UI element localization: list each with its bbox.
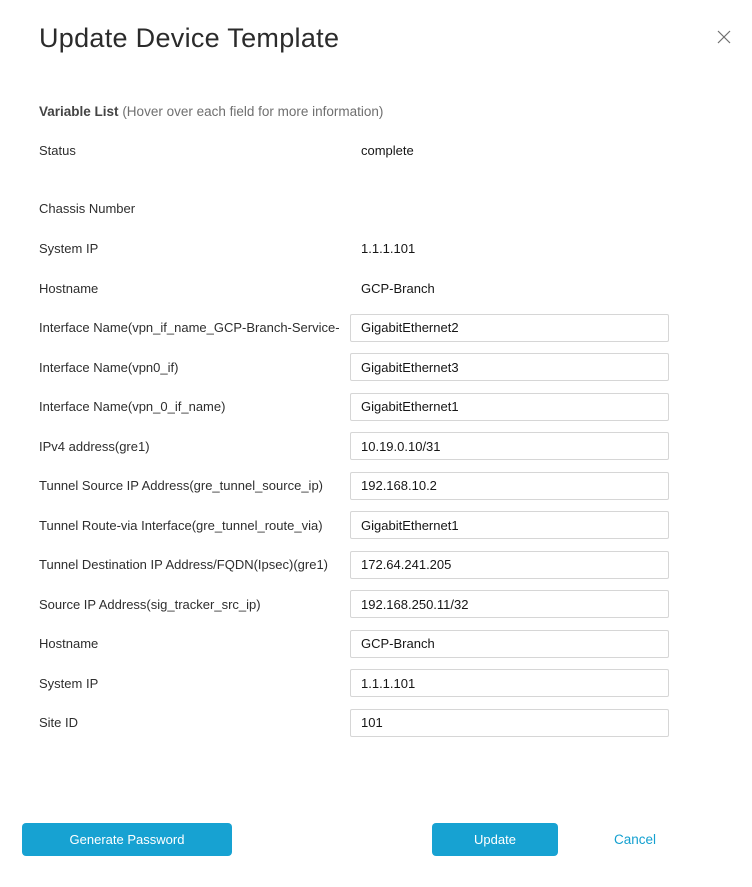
row-value-input[interactable] bbox=[350, 432, 669, 460]
variable-row bbox=[39, 348, 669, 388]
row-label: Source IP Address(sig_tracker_src_ip) bbox=[39, 596, 261, 612]
variable-row bbox=[39, 268, 669, 308]
cancel-button[interactable]: Cancel bbox=[614, 831, 657, 847]
row-label: Status bbox=[39, 142, 76, 158]
close-icon bbox=[717, 30, 731, 44]
variable-rows bbox=[39, 130, 669, 743]
row-value-input[interactable] bbox=[350, 590, 669, 618]
variable-row bbox=[39, 624, 669, 664]
variable-row bbox=[39, 427, 669, 467]
row-value-input[interactable] bbox=[350, 511, 669, 539]
row-label: System IP bbox=[39, 675, 99, 691]
row-value-input[interactable] bbox=[350, 709, 669, 737]
update-device-template-dialog bbox=[0, 22, 752, 887]
row-value-input[interactable] bbox=[350, 669, 669, 697]
close-button[interactable] bbox=[714, 27, 734, 47]
update-button[interactable]: Update bbox=[432, 823, 558, 856]
row-value: 1.1.1.101 bbox=[361, 240, 416, 256]
row-value-input[interactable] bbox=[350, 630, 669, 658]
page-title: Update Device Template bbox=[39, 23, 340, 53]
variable-row bbox=[39, 387, 669, 427]
row-value-input[interactable] bbox=[350, 472, 669, 500]
variable-row bbox=[39, 585, 669, 625]
variable-row bbox=[39, 466, 669, 506]
row-label: Interface Name(vpn_0_if_name) bbox=[39, 399, 226, 415]
variable-row bbox=[39, 228, 669, 268]
row-label: Interface Name(vpn0_if) bbox=[39, 359, 179, 375]
variable-row bbox=[39, 506, 669, 546]
variable-row bbox=[39, 188, 669, 228]
row-label: Tunnel Destination IP Address/FQDN(Ipsec)(gre1) bbox=[39, 557, 329, 573]
row-label: Hostname bbox=[39, 636, 99, 652]
row-value-input[interactable] bbox=[350, 393, 669, 421]
row-label: Site ID bbox=[39, 715, 79, 731]
variable-list-heading: Variable List bbox=[39, 104, 119, 119]
row-label: IPv4 address(gre1) bbox=[39, 438, 150, 454]
variable-row bbox=[39, 703, 669, 743]
variable-row bbox=[39, 664, 669, 704]
row-value: complete bbox=[361, 142, 414, 158]
row-label: Hostname bbox=[39, 280, 99, 296]
row-value-input[interactable] bbox=[350, 551, 669, 579]
variable-row bbox=[39, 545, 669, 585]
row-label: System IP bbox=[39, 240, 99, 256]
row-value-input[interactable] bbox=[350, 353, 669, 381]
row-label: Tunnel Source IP Address(gre_tunnel_source_ip) bbox=[39, 478, 324, 494]
row-label: Tunnel Route-via Interface(gre_tunnel_route_via) bbox=[39, 517, 323, 533]
row-label: Chassis Number bbox=[39, 200, 136, 216]
row-label: Interface Name(vpn_if_name_GCP-Branch-Service- bbox=[39, 320, 340, 336]
row-value: GCP-Branch bbox=[361, 280, 435, 296]
variable-list-hint: (Hover over each field for more information) bbox=[122, 104, 384, 119]
dialog-footer bbox=[0, 822, 752, 856]
row-value-input[interactable] bbox=[350, 314, 669, 342]
variable-row bbox=[39, 308, 669, 348]
variable-list-header bbox=[39, 103, 752, 120]
variable-row bbox=[39, 130, 669, 170]
generate-password-button[interactable]: Generate Password bbox=[22, 823, 232, 856]
